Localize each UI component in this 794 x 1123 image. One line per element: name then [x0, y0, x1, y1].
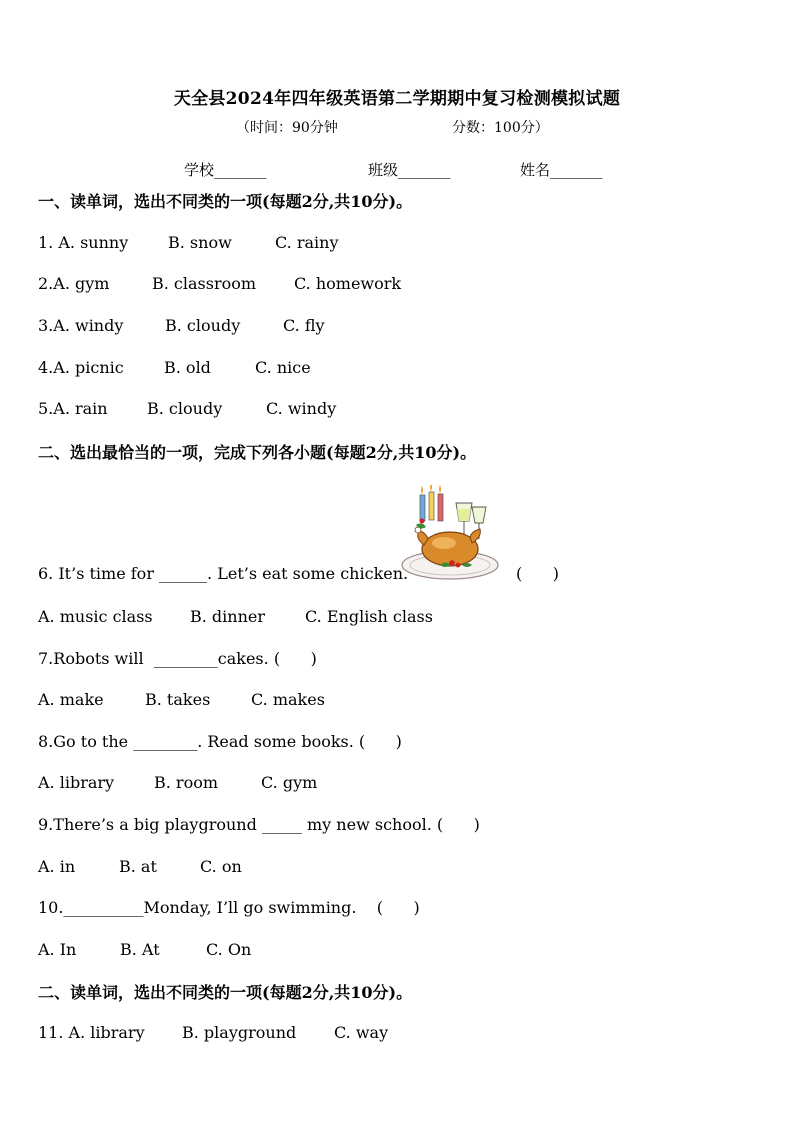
- question-10: 10.__________Monday, I’ll go swimming. ( ): [38, 898, 420, 917]
- exam-score: 分数：100分）: [452, 120, 549, 136]
- option-a: A. In: [38, 940, 77, 959]
- name-field: 姓名_______: [520, 161, 603, 179]
- question-7-options: [38, 690, 325, 709]
- option-c: C. windy: [266, 399, 337, 418]
- option-c: C. On: [206, 940, 252, 959]
- class-field: 班级_______: [368, 161, 451, 179]
- option-a: A. music class: [38, 607, 153, 626]
- option-b: B. cloudy: [147, 399, 223, 418]
- option-b: B. classroom: [152, 274, 257, 293]
- section-heading-1: 一、读单词，选出不同类的一项(每题2分,共10分)。: [38, 192, 413, 211]
- option-c: C. fly: [283, 316, 325, 335]
- option-a: A. library: [38, 773, 115, 792]
- option-c: C. rainy: [275, 233, 339, 252]
- exam-time: （时间：90分钟: [236, 120, 338, 136]
- question-6: 6. It’s time for ______. Let’s eat some chicken.: [38, 564, 409, 583]
- question-3: [38, 316, 325, 335]
- question-7: 7.Robots will ________cakes. ( ): [38, 649, 317, 668]
- question-5: [38, 399, 336, 418]
- option-b: B. At: [120, 940, 160, 959]
- page-title: 天全县2024年四年级英语第二学期期中复习检测模拟试题: [173, 89, 621, 109]
- school-field: 学校_______: [184, 161, 267, 179]
- question-11: [38, 1023, 388, 1042]
- option-c: C. way: [334, 1023, 389, 1042]
- option-b: B. dinner: [190, 607, 266, 626]
- question-4: [38, 358, 311, 377]
- option-c: C. on: [200, 857, 242, 876]
- option-c: C. English class: [305, 607, 433, 626]
- option-a: A. in: [38, 857, 76, 876]
- option-a: 3.A. windy: [38, 316, 124, 335]
- option-a: 5.A. rain: [38, 399, 108, 418]
- option-b: B. takes: [145, 690, 211, 709]
- option-c: C. homework: [294, 274, 402, 293]
- option-c: C. nice: [255, 358, 311, 377]
- option-b: B. room: [154, 773, 219, 792]
- option-b: B. at: [119, 857, 157, 876]
- question-8: 8.Go to the ________. Read some books. ( ): [38, 732, 402, 751]
- option-b: B. old: [164, 358, 211, 377]
- option-b: B. snow: [168, 233, 232, 252]
- question-8-options: [38, 773, 317, 792]
- answer-paren: ( ): [516, 564, 559, 583]
- question-9-options: [38, 857, 242, 876]
- question-6-options: [38, 607, 433, 626]
- option-c: C. gym: [261, 773, 318, 792]
- question-2: [38, 274, 401, 293]
- section-heading-3: 二、读单词，选出不同类的一项(每题2分,共10分)。: [38, 983, 413, 1002]
- option-a: 1. A. sunny: [38, 233, 129, 252]
- question-10-options: [38, 940, 251, 959]
- option-a: 4.A. picnic: [38, 358, 124, 377]
- option-a: 11. A. library: [38, 1023, 145, 1042]
- section-heading-2: 二、选出最恰当的一项，完成下列各小题(每题2分,共10分)。: [38, 443, 477, 462]
- option-c: C. makes: [251, 690, 325, 709]
- question-9: 9.There’s a big playground _____ my new school. ( ): [38, 815, 480, 834]
- question-1: [38, 233, 339, 252]
- option-a: A. make: [38, 690, 104, 709]
- option-b: B. cloudy: [165, 316, 241, 335]
- option-b: B. playground: [182, 1023, 297, 1042]
- option-a: 2.A. gym: [38, 274, 110, 293]
- roast-chicken-dinner-icon: [400, 485, 500, 583]
